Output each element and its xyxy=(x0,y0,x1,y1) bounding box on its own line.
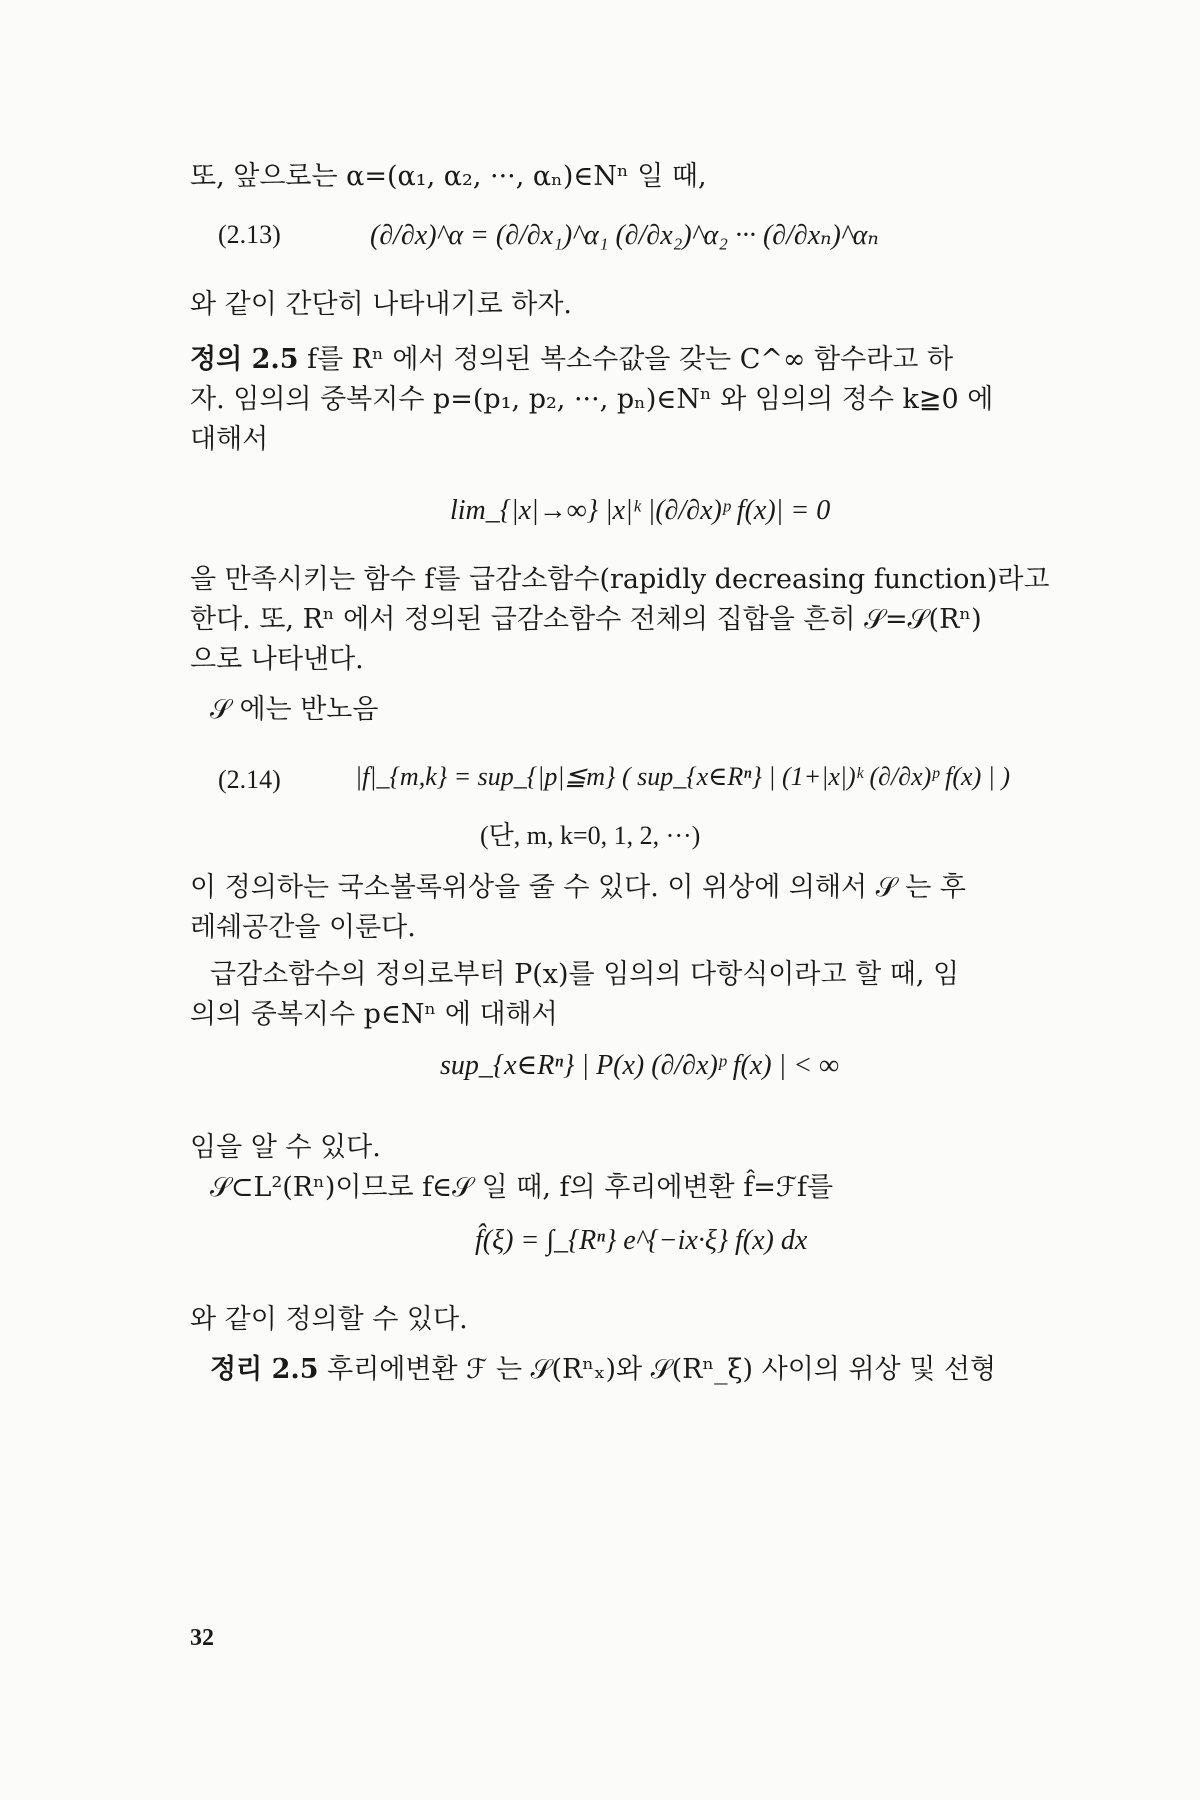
text-line-2: 와 같이 간단히 나타내기로 하자. xyxy=(190,289,572,320)
text-line-7: 이 정의하는 국소볼록위상을 줄 수 있다. 이 위상에 의해서 𝒮 는 후 xyxy=(190,872,966,903)
definition-2-5-line-2: 자. 임의의 중복지수 p=(p₁, p₂, ···, pₙ)∈Nⁿ 와 임의의 정수 k≧0 에 xyxy=(190,384,994,415)
equation-tag-2-14: (2.14) xyxy=(218,765,281,794)
definition-2-5-line-3: 대해서 xyxy=(190,424,269,455)
fourier-transform-equation: f̂(ξ) = ∫_{Rⁿ} e^{−ix·ξ} f(x) dx xyxy=(475,1225,808,1256)
text-line-5: 으로 나타낸다. xyxy=(190,644,364,675)
text-line-3: 을 만족시키는 함수 f를 급감소함수(rapidly decreasing function)라고 xyxy=(190,564,1050,595)
page-number: 32 xyxy=(190,1625,214,1651)
definition-text: f를 Rⁿ 에서 정의된 복소수값을 갖는 C^∞ 함수라고 하 xyxy=(307,344,954,375)
text-line-12: 𝒮⊂L²(Rⁿ)이므로 f∈𝒮 일 때, f의 후리에변환 f̂=ℱf를 xyxy=(210,1172,834,1203)
equation-2-13: (∂/∂x)^α = (∂/∂x₁)^α₁ (∂/∂x₂)^α₂ ··· (∂/∂xₙ)^αₙ xyxy=(370,220,879,251)
definition-label: 정의 2.5 xyxy=(190,344,299,375)
definition-2-5-line-1 xyxy=(190,340,1040,380)
sup-equation: sup_{x∈Rⁿ} | P(x) (∂/∂x)ᵖ f(x) | < ∞ xyxy=(440,1050,840,1081)
text-line-8: 레쉐공간을 이룬다. xyxy=(190,912,416,943)
theorem-text: 후리에변환 ℱ 는 𝒮(Rⁿₓ)와 𝒮(Rⁿ_ξ) 사이의 위상 및 선형 xyxy=(327,1354,997,1385)
equation-2-14-note: (단, m, k=0, 1, 2, ···) xyxy=(480,821,701,850)
text-line-1: 또, 앞으로는 α=(α₁, α₂, ···, αₙ)∈Nⁿ 일 때, xyxy=(190,161,707,192)
text-line-13: 와 같이 정의할 수 있다. xyxy=(190,1304,468,1335)
text-line-10: 의의 중복지수 p∈Nⁿ 에 대해서 xyxy=(190,999,558,1030)
text-line-11: 임을 알 수 있다. xyxy=(190,1132,381,1163)
text-line-4: 한다. 또, Rⁿ 에서 정의된 급감소함수 전체의 집합을 흔히 𝒮=𝒮(Rⁿ) xyxy=(190,604,982,635)
equation-2-14: |f|_{m,k} = sup_{|p|≦m} ( sup_{x∈Rⁿ} | (1+|x|)ᵏ (∂/∂x)ᵖ f(x) | ) xyxy=(355,762,1011,791)
equation-tag-2-13: (2.13) xyxy=(218,220,281,249)
text-line-9: 급감소함수의 정의로부터 P(x)를 임의의 다항식이라고 할 때, 임 xyxy=(210,959,960,990)
text-line-6: 𝒮 에는 반노음 xyxy=(210,694,379,725)
theorem-label: 정리 2.5 xyxy=(210,1354,319,1385)
theorem-2-5-line-1 xyxy=(210,1350,1040,1390)
limit-equation: lim_{|x|→∞} |x|ᵏ |(∂/∂x)ᵖ f(x)| = 0 xyxy=(450,495,831,526)
